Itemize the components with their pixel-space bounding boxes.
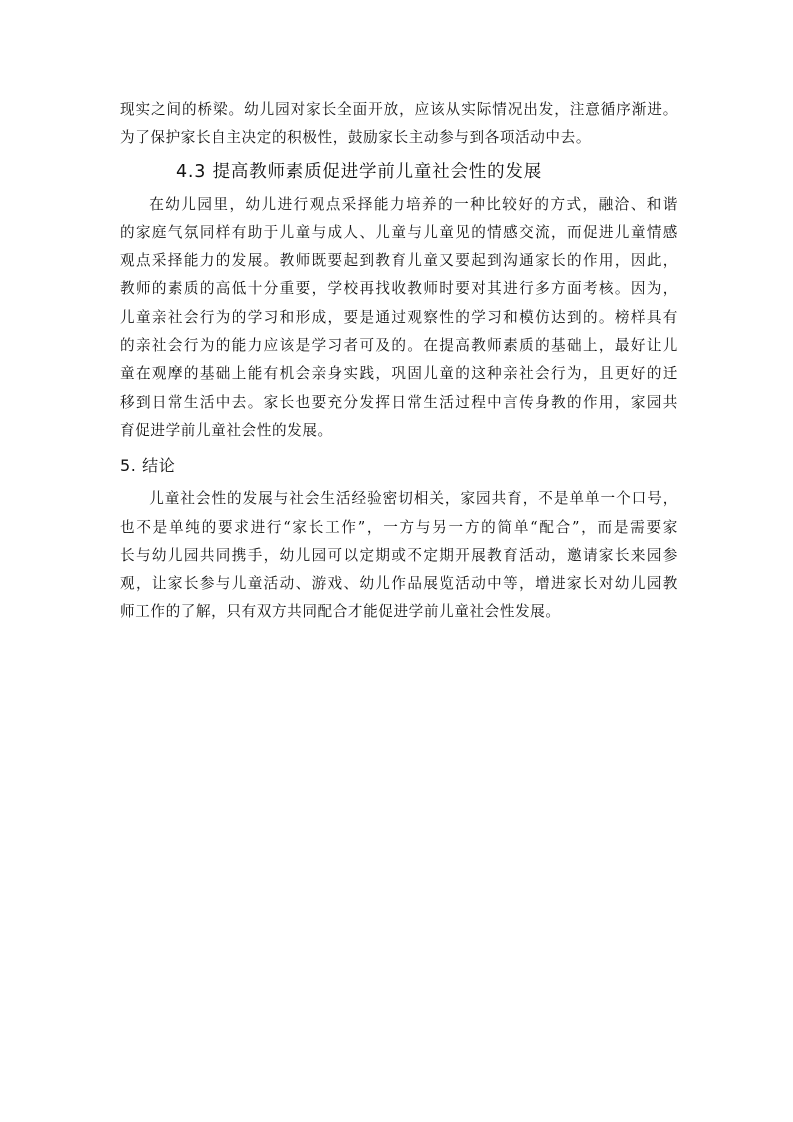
section-5-paragraph <box>120 485 678 626</box>
paragraph-line: 长与幼儿园共同携手，幼儿园可以定期或不定期开展教育活动，邀请家长来园参 <box>120 546 678 564</box>
paragraph-line: 观点采择能力的发展。教师既要起到教育儿童又要起到沟通家长的作用，因此， <box>120 252 678 270</box>
paragraph-line: 观，让家长参与儿童活动、游戏、幼儿作品展览活动中等，增进家长对幼儿园教 <box>120 575 678 593</box>
paragraph-line: 也不是单纯的要求进行“家长工作”，一方与另一方的简单“配合”，而是需要家 <box>120 518 678 536</box>
paragraph-line: 儿童亲社会行为的学习和形成，要是通过观察性的学习和模仿达到的。榜样具有 <box>120 308 678 326</box>
paragraph-line: 教师的素质的高低十分重要，学校再找收教师时要对其进行多方面考核。因为， <box>120 280 678 298</box>
paragraph-line: 现实之间的桥梁。幼儿园对家长全面开放，应该从实际情况出发，注意循序渐进。 <box>120 101 678 118</box>
section-heading-5: 5. 结论 <box>120 456 176 476</box>
paragraph-line: 童在观摩的基础上能有机会亲身实践，巩固儿童的这种亲社会行为，且更好的迁 <box>120 365 678 383</box>
paragraph-line: 在幼儿园里，幼儿进行观点采择能力培养的一种比较好的方式，融洽、和谐 <box>149 195 678 213</box>
paragraph-line: 的亲社会行为的能力应该是学习者可及的。在提高教师素质的基础上，最好让儿 <box>120 337 678 355</box>
paragraph-line: 的家庭气氛同样有助于儿童与成人、儿童与儿童见的情感交流，而促进儿童情感 <box>120 223 678 241</box>
paragraph-line: 为了保护家长自主决定的积极性，鼓励家长主动参与到各项活动中去。 <box>120 129 592 147</box>
paragraph-line: 师工作的了解，只有双方共同配合才能促进学前儿童社会性发展。 <box>120 603 561 621</box>
intro-paragraph <box>120 96 678 153</box>
document-body <box>120 96 678 627</box>
paragraph-line: 移到日常生活中去。家长也要充分发挥日常生活过程中言传身教的作用，家园共 <box>120 393 678 411</box>
section-heading-4-3: 4.3 提高教师素质促进学前儿童社会性的发展 <box>176 161 542 182</box>
paragraph-line: 儿童社会性的发展与社会生活经验密切相关，家园共育，不是单单一个口号， <box>149 490 678 508</box>
paragraph-line: 育促进学前儿童社会性的发展。 <box>120 421 333 439</box>
section-4-3-paragraph <box>120 191 678 446</box>
